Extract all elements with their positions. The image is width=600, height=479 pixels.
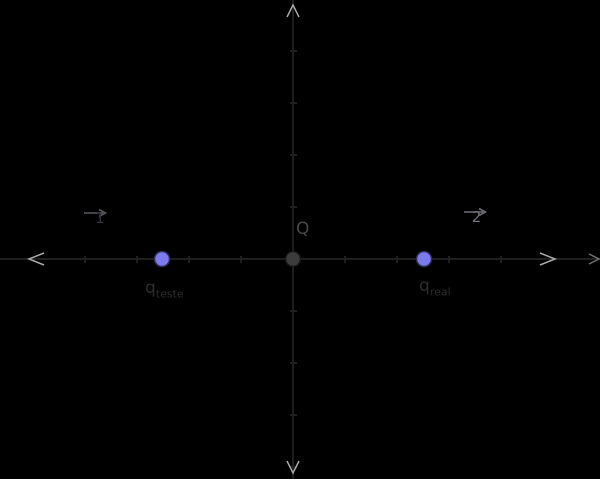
origin-point-label: Q <box>296 219 310 239</box>
axis-arrowheads <box>29 5 599 473</box>
charge-symbol: q <box>145 278 156 298</box>
point-Q-origin[interactable] <box>286 252 301 267</box>
charge-subscript: teste <box>155 287 184 301</box>
vector-1-number: 1 <box>95 209 105 227</box>
vector-2-label <box>463 205 488 226</box>
point-q-teste[interactable] <box>155 252 170 267</box>
charge-symbol: q <box>419 276 430 296</box>
charge-label-q-real <box>419 276 451 298</box>
vector-1-label <box>84 206 108 227</box>
charge-label-q-teste <box>145 278 184 300</box>
vector-2-number: 2 <box>471 208 482 226</box>
vector-arrows <box>84 209 486 217</box>
point-q-real[interactable] <box>417 252 432 267</box>
charge-subscript: real <box>429 285 451 299</box>
